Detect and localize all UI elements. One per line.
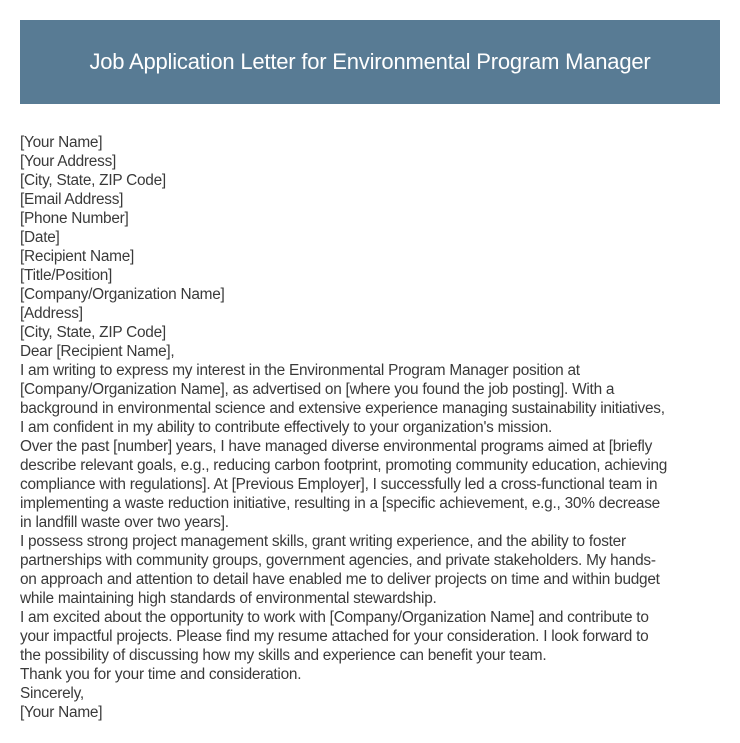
paragraph-line: the possibility of discussing how my skills and experience can benefit your team. [20,647,547,664]
letter-body [20,133,725,722]
paragraph-line: [Company/Organization Name], as advertised on [where you found the job posting]. With a [20,381,615,398]
page-header [20,20,720,104]
paragraph-line: compliance with regulations]. At [Previous Employer], I successfully led a cross-functional team in [20,476,658,493]
paragraph-line: background in environmental science and extensive experience managing sustainability initiatives, [20,400,665,417]
paragraph-line: implementing a waste reduction initiative, resulting in a [specific achievement, e.g., 30% decrease [20,495,660,512]
paragraph-line: while maintaining high standards of environmental stewardship. [20,590,437,607]
recipient-company: [Company/Organization Name] [20,286,225,303]
salutation: Dear [Recipient Name], [20,343,175,360]
recipient-name: [Recipient Name] [20,248,135,265]
paragraph-line: I possess strong project management skills, grant writing experience, and the ability to foster [20,533,626,550]
paragraph-experience [20,437,725,532]
sender-block [20,133,725,247]
sender-phone: [Phone Number] [20,210,129,227]
paragraph-intro [20,361,725,437]
paragraph-line: partnerships with community groups, government agencies, and private stakeholders. My hands- [20,552,656,569]
sender-city-state-zip: [City, State, ZIP Code] [20,172,166,189]
paragraph-line: Over the past [number] years, I have managed diverse environmental programs aimed at [briefly [20,438,653,455]
paragraph-line: on approach and attention to detail have enabled me to deliver projects on time and within budget [20,571,660,588]
recipient-city-state-zip: [City, State, ZIP Code] [20,324,166,341]
paragraph-line: I am confident in my ability to contribute effectively to your organization's mission. [20,419,553,436]
sender-address: [Your Address] [20,153,117,170]
paragraph-line: in landfill waste over two years]. [20,514,229,531]
paragraph-line: describe relevant goals, e.g., reducing carbon footprint, promoting community education, achieving [20,457,668,474]
page-title: Job Application Letter for Environmental Program Manager [89,49,651,74]
recipient-address: [Address] [20,305,83,322]
closing-line: Thank you for your time and consideration. [20,666,302,683]
paragraph-closing [20,608,725,665]
signature: [Your Name] [20,704,103,721]
sender-name: [Your Name] [20,134,103,151]
recipient-block [20,247,725,342]
letter-date: [Date] [20,229,60,246]
recipient-title: [Title/Position] [20,267,113,284]
paragraph-skills [20,532,725,608]
paragraph-line: I am writing to express my interest in the Environmental Program Manager position at [20,362,580,379]
paragraph-line: your impactful projects. Please find my resume attached for your consideration. I look forward to [20,628,649,645]
sender-email: [Email Address] [20,191,124,208]
paragraph-line: I am excited about the opportunity to work with [Company/Organization Name] and contribute to [20,609,649,626]
sign-off: Sincerely, [20,685,84,702]
